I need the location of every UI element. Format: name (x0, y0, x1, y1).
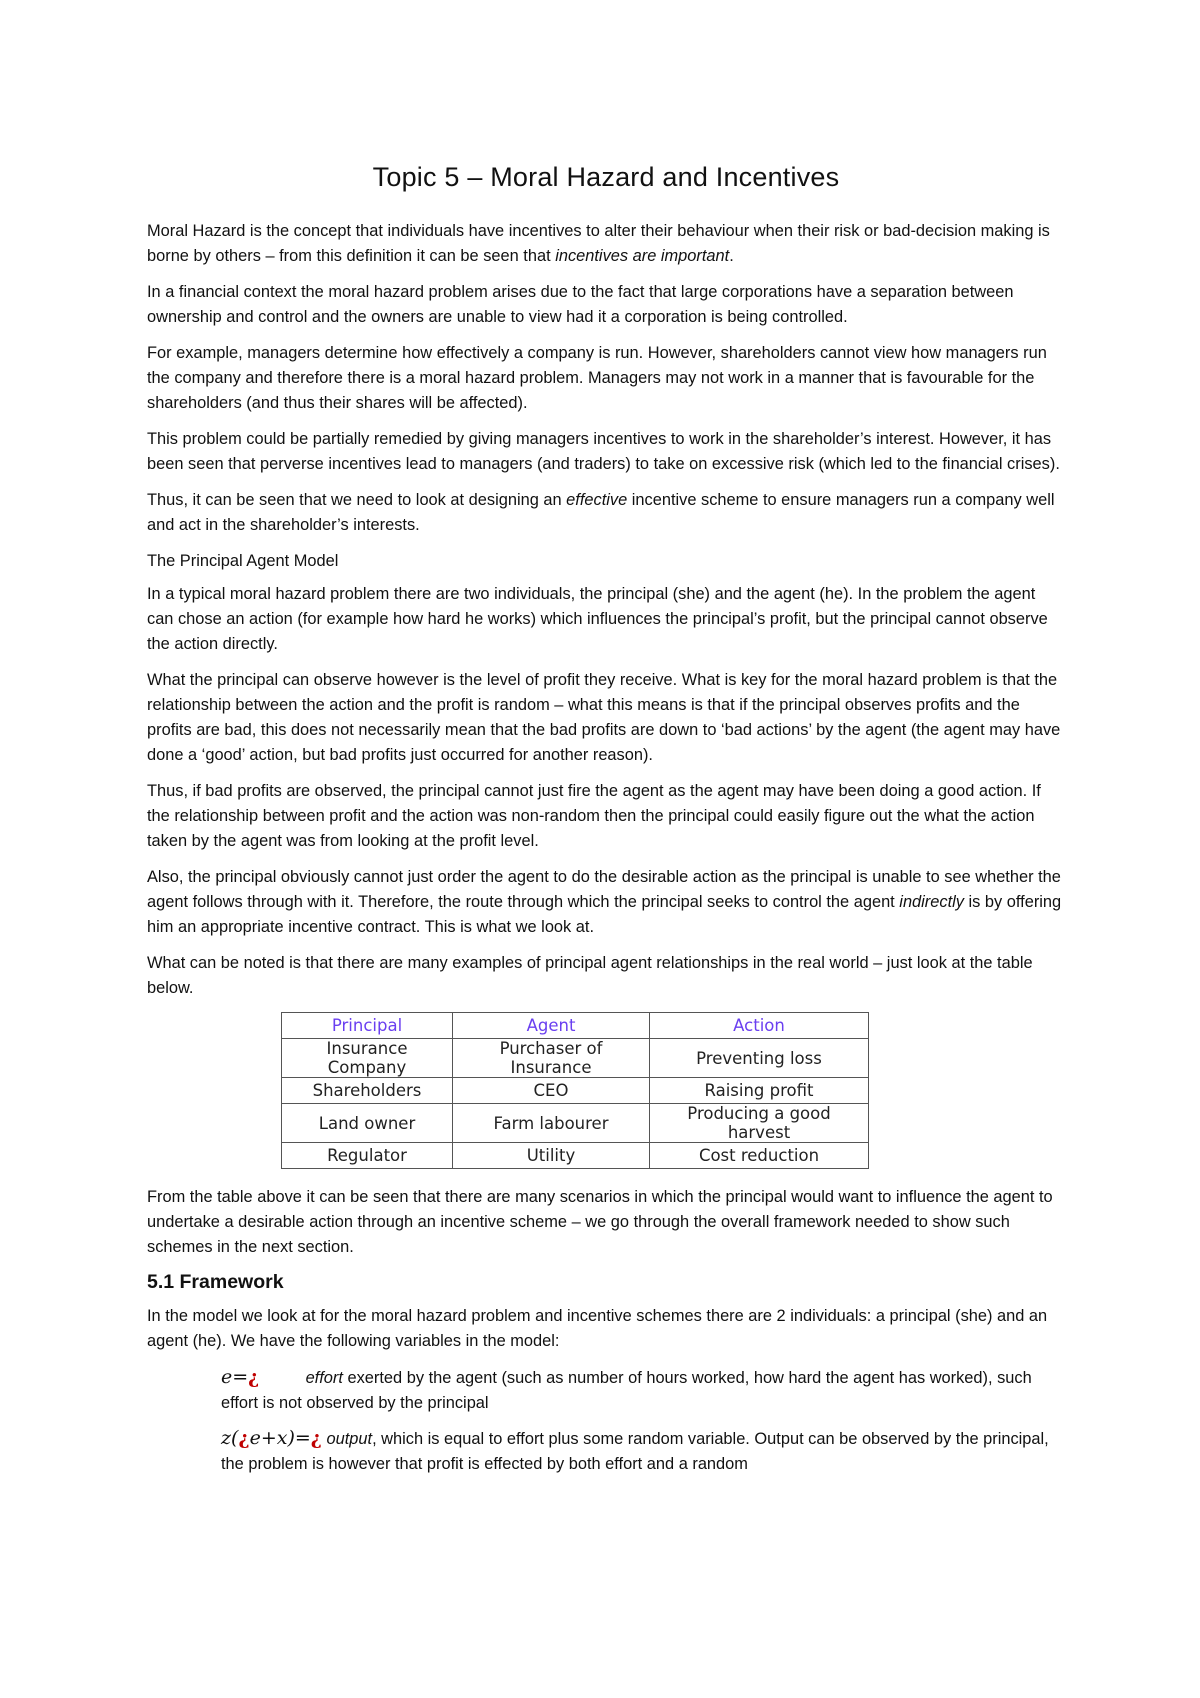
table-row (282, 1143, 869, 1169)
table-header-cell: Agent (453, 1013, 650, 1039)
emphasis-text: output (326, 1430, 373, 1448)
table-cell: Insurance Company (282, 1039, 453, 1078)
table-cell: Preventing loss (650, 1039, 869, 1078)
table-cell: Raising profit (650, 1078, 869, 1104)
paragraph-incentive-contract: Also, the principal obviously cannot just order the agent to do the desirable action as the principal is unable to see whether the agent follows through with it. Therefore, the route through which the principal seeks to control the agent indirectly is by offering him an appropriate incentive contract. This is what we look at. (147, 868, 1062, 936)
subheading-principal-agent-model: The Principal Agent Model (147, 552, 339, 570)
emphasis-text: incentives are important (555, 247, 730, 265)
paragraph-two-individuals: In a typical moral hazard problem there are two individuals, the principal (she) and the agent (he). In the problem the agent can chose an action (for example how hard he works) which influences the principal’s profit, but the principal cannot observe the action directly. (147, 585, 1048, 653)
table-cell: Purchaser of Insurance (453, 1039, 650, 1078)
paragraph-bad-profits: Thus, if bad profits are observed, the principal cannot just fire the agent as the agent may have been doing a good action. If the relationship between profit and the action was non-random then the principal could easily figure out the what the action taken by the agent was from looking at the profit level. (147, 782, 1041, 850)
emphasis-text: effort (305, 1369, 343, 1387)
table-header-cell: Principal (282, 1013, 453, 1039)
table-cell: Shareholders (282, 1078, 453, 1104)
paragraph-observe-profit: What the principal can observe however is the level of profit they receive. What is key for the moral hazard problem is that the relationship between the action and the profit is random – what this means is that if the principal observes profits and the profits are bad, this does not necessarily mean that the bad profits are down to ‘bad actions’ by the agent (the agent may have done a ‘good’ action, but bad profits just occurred for another reason). (147, 671, 1061, 764)
table-cell: Farm labourer (453, 1104, 650, 1143)
paragraph-moral-hazard-definition: Moral Hazard is the concept that individuals have incentives to alter their behaviour when their risk or bad-decision making is borne by others – from this definition it can be seen that incentives are important. (147, 222, 1050, 265)
table-cell: Producing a good harvest (650, 1104, 869, 1143)
math-expression: z(¿e+x)=¿ (221, 1427, 322, 1449)
paragraph-remedy: This problem could be partially remedied by giving managers incentives to work in the shareholder’s interest. However, it has been seen that perverse incentives lead to managers (and traders) to take on excessive risk (which led to the financial crises). (147, 430, 1060, 473)
table-cell: Cost reduction (650, 1143, 869, 1169)
table-cell: Land owner (282, 1104, 453, 1143)
page-title: Topic 5 – Moral Hazard and Incentives (372, 162, 840, 192)
emphasis-text: indirectly (899, 893, 964, 911)
paragraph-table-intro: What can be noted is that there are many examples of principal agent relationships in the real world – just look at the table below. (147, 954, 1033, 997)
table-row (282, 1078, 869, 1104)
table-cell: Regulator (282, 1143, 453, 1169)
paragraph-effective-scheme: Thus, it can be seen that we need to look at designing an effective incentive scheme to ensure managers run a company well and act in the shareholder’s interests. (147, 491, 1055, 534)
variable-effort: e=¿ effort exerted by the agent (such as number of hours worked, how hard the agent has worked), such effort is not observed by the principal (221, 1366, 1032, 1412)
table-header-row (282, 1013, 869, 1039)
math-expression: e=¿ (221, 1366, 260, 1388)
principal-agent-table (281, 1012, 869, 1169)
variable-output: z(¿e+x)=¿ output, which is equal to effort plus some random variable. Output can be observed by the principal, the problem is however that profit is effected by both effort and a random (221, 1427, 1049, 1473)
table-cell: CEO (453, 1078, 650, 1104)
paragraph-model-intro: In the model we look at for the moral hazard problem and incentive schemes there are 2 individuals: a principal (she) and an agent (he). We have the following variables in the model: (147, 1307, 1048, 1350)
section-heading-framework: 5.1 Framework (147, 1271, 284, 1293)
document-page (147, 150, 1065, 1487)
table-cell: Utility (453, 1143, 650, 1169)
emphasis-text: effective (566, 491, 628, 509)
paragraph-table-conclusion: From the table above it can be seen that there are many scenarios in which the principal would want to influence the agent to undertake a desirable action through an incentive scheme – we go through the overall framework needed to show such schemes in the next section. (147, 1188, 1053, 1256)
paragraph-example: For example, managers determine how effectively a company is run. However, shareholders cannot view how managers run the company and therefore there is a moral hazard problem. Managers may not work in a manner that is favourable for the shareholders (and thus their shares will be affected). (147, 344, 1047, 412)
variable-list (221, 1365, 1065, 1477)
table-header-cell: Action (650, 1013, 869, 1039)
table-row (282, 1039, 869, 1078)
table-row (282, 1104, 869, 1143)
paragraph-financial-context: In a financial context the moral hazard problem arises due to the fact that large corporations have a separation between ownership and control and the owners are unable to view had it a corporation is being controlled. (147, 283, 1014, 326)
